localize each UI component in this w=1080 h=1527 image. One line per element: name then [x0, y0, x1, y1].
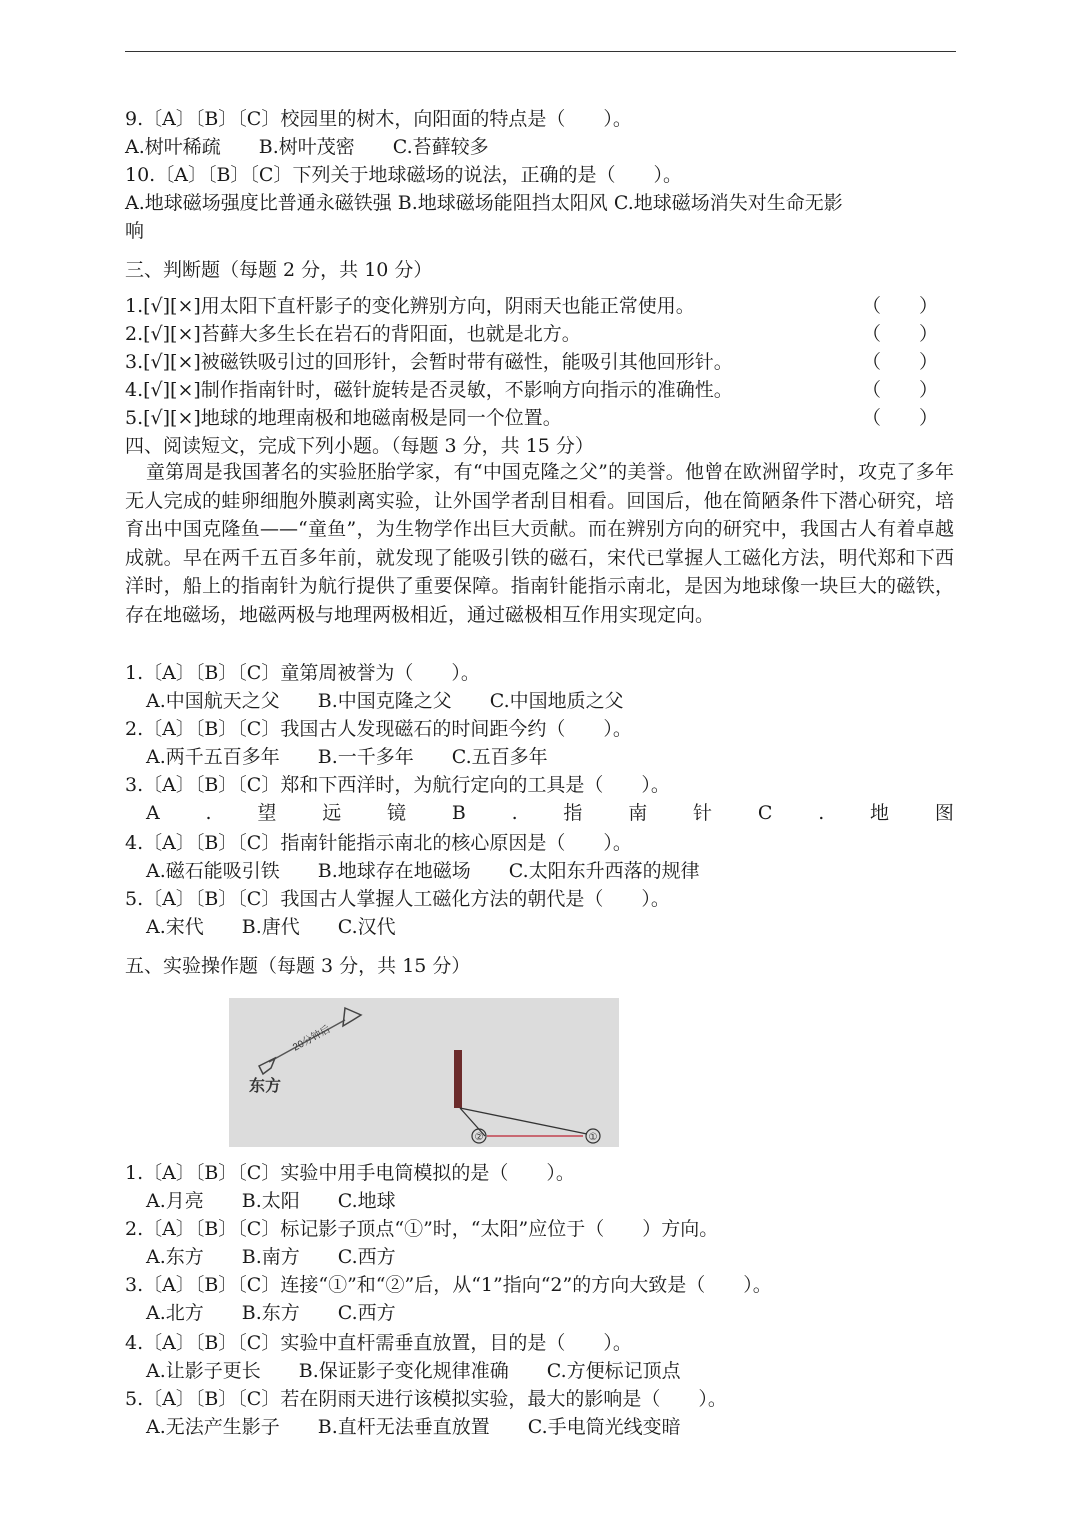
question-9-options: A.树叶稀疏 B.树叶茂密 C.苔藓较多 [125, 136, 489, 158]
option-char: 针 [693, 802, 713, 824]
reading-question-1: 1.〔A〕〔B〕〔C〕童第周被誉为（ ）。 [125, 662, 480, 684]
judge-item-2: 2.[√][×]苔藓大多生长在岩石的背阳面，也就是北方。 [125, 323, 581, 345]
question-10: 10.〔A〕〔B〕〔C〕下列关于地球磁场的说法，正确的是（ ）。 [125, 164, 682, 186]
reading-question-5: 5.〔A〕〔B〕〔C〕我国古人掌握人工磁化方法的朝代是（ ）。 [125, 888, 670, 910]
question-10-options-wrap: 响 [125, 220, 145, 242]
question-10-options: A.地球磁场强度比普通永磁铁强 B.地球磁场能阻挡太阳风 C.地球磁场消失对生命无影 [125, 192, 843, 214]
judge-item-1: 1.[√][×]用太阳下直杆影子的变化辨别方向，阴雨天也能正常使用。 [125, 295, 695, 317]
answer-mark: （ ） [862, 295, 939, 317]
experiment-question-5-options: A.无法产生影子 B.直杆无法垂直放置 C.手电筒光线变暗 [146, 1416, 681, 1438]
photo-background [229, 998, 619, 1147]
option-char: 镜 [387, 802, 407, 824]
reading-question-1-options: A.中国航天之父 B.中国克隆之父 C.中国地质之父 [146, 690, 624, 712]
experiment-question-1-options: A.月亮 B.太阳 C.地球 [146, 1190, 396, 1212]
vertical-rod [454, 1050, 462, 1108]
option-char: . [511, 802, 518, 824]
answer-mark: （ ） [862, 351, 939, 373]
reading-question-4: 4.〔A〕〔B〕〔C〕指南针能指示南北的核心原因是（ ）。 [125, 832, 632, 854]
option-char: . [818, 802, 825, 824]
answer-mark: （ ） [862, 407, 939, 429]
point-1-label: ① [588, 1132, 598, 1143]
experiment-question-4-options: A.让影子更长 B.保证影子变化规律准确 C.方便标记顶点 [146, 1360, 681, 1382]
option-char: 指 [563, 802, 583, 824]
point-2-label: ② [474, 1132, 484, 1143]
experiment-question-3-options: A.北方 B.东方 C.西方 [146, 1302, 396, 1324]
reading-passage: 童第周是我国著名的实验胚胎学家，有“中国克隆之父”的美誉。他曾在欧洲留学时，攻克了多年无人完成的蛙卵细胞外膜剥离实验，让外国学者刮目相看。回国后，他在简陋条件下潜心研究，培育出中国克隆鱼——“童鱼”，为生物学作出巨大贡献。而在辨别方向的研究中，我国古人有着卓越成就。早在两千五百多年前，就发现了能吸引铁的磁石，宋代已掌握人工磁化方法，明代郑和下西洋时，船上的指南针为航行提供了重要保障。指南针能指示南北，是因为地球像一块巨大的磁铁，存在地磁场，地磁两极与地理两极相近，通过磁极相互作用实现定向。 [125, 461, 954, 626]
judge-item-3: 3.[√][×]被磁铁吸引过的回形针，会暂时带有磁性，能吸引其他回形针。 [125, 351, 733, 373]
east-label: 东方 [249, 1078, 282, 1095]
question-9: 9.〔A〕〔B〕〔C〕校园里的树木，向阳面的特点是（ ）。 [125, 108, 632, 130]
experiment-question-5: 5.〔A〕〔B〕〔C〕若在阴雨天进行该模拟实验，最大的影响是（ ）。 [125, 1388, 727, 1410]
reading-question-2-options: A.两千五百多年 B.一千多年 C.五百多年 [146, 746, 548, 768]
section-3-heading: 三、判断题（每题 2 分，共 10 分） [125, 259, 433, 281]
option-char: 远 [322, 802, 342, 824]
section-5-heading: 五、实验操作题（每题 3 分，共 15 分） [125, 955, 471, 977]
option-char: 望 [257, 802, 277, 824]
option-char: 图 [934, 802, 954, 824]
option-char: C [757, 802, 773, 824]
judge-item-4: 4.[√][×]制作指南针时，磁针旋转是否灵敏，不影响方向指示的准确性。 [125, 379, 733, 401]
option-char: A [146, 802, 160, 824]
experiment-question-3: 3.〔A〕〔B〕〔C〕连接“①”和“②”后，从“1”指向“2”的方向大致是（ ）。 [125, 1274, 772, 1296]
reading-question-5-options: A.宋代 B.唐代 C.汉代 [146, 916, 396, 938]
experiment-question-2-options: A.东方 B.南方 C.西方 [146, 1246, 396, 1268]
section-4-heading: 四、阅读短文，完成下列小题。（每题 3 分，共 15 分） [125, 435, 594, 457]
reading-question-3: 3.〔A〕〔B〕〔C〕郑和下西洋时，为航行定向的工具是（ ）。 [125, 774, 670, 796]
arrow-label: 20分钟后 [291, 1024, 333, 1054]
option-char: . [205, 802, 212, 824]
reading-question-3-options [146, 800, 954, 826]
experiment-photo [229, 998, 619, 1147]
answer-mark: （ ） [862, 379, 939, 401]
option-char: 地 [870, 802, 890, 824]
reading-question-4-options: A.磁石能吸引铁 B.地球存在地磁场 C.太阳东升西落的规律 [146, 860, 700, 882]
option-char: 南 [628, 802, 648, 824]
experiment-question-4: 4.〔A〕〔B〕〔C〕实验中直杆需垂直放置，目的是（ ）。 [125, 1332, 632, 1354]
header-rule [125, 51, 956, 52]
experiment-question-1: 1.〔A〕〔B〕〔C〕实验中用手电筒模拟的是（ ）。 [125, 1162, 575, 1184]
reading-question-2: 2.〔A〕〔B〕〔C〕我国古人发现磁石的时间距今约（ ）。 [125, 718, 632, 740]
experiment-question-2: 2.〔A〕〔B〕〔C〕标记影子顶点“①”时，“太阳”应位于（ ）方向。 [125, 1218, 719, 1240]
option-char: B [451, 802, 466, 824]
answer-mark: （ ） [862, 323, 939, 345]
judge-item-5: 5.[√][×]地球的地理南极和地磁南极是同一个位置。 [125, 407, 562, 429]
